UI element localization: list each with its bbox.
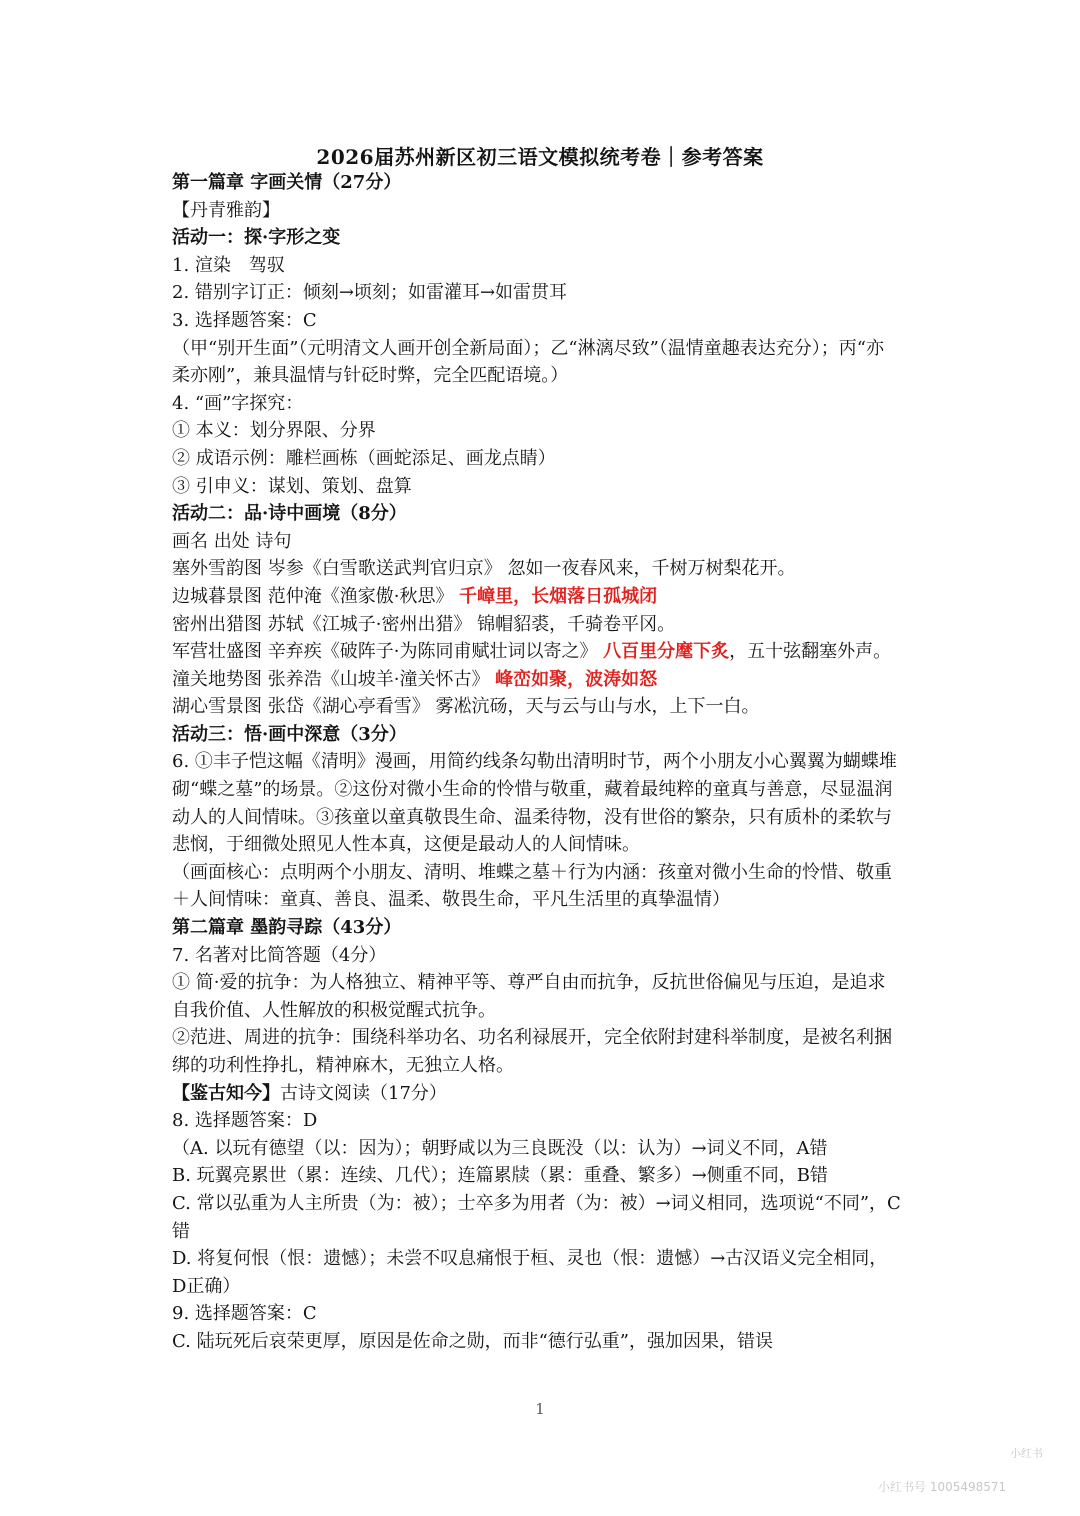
answer-line: 9. 选择题答案：C	[172, 1303, 317, 1325]
answer-line: 动人的人间情味。③孩童以童真敬畏生命、温柔待物，没有世俗的繁杂，只有质朴的柔软与	[172, 806, 892, 828]
answer-line: 6. ①丰子恺这幅《清明》漫画，用简约线条勾勒出清明时节，两个小朋友小心翼翼为蝴蝶堆	[172, 751, 897, 773]
chapter2-heading: 第二篇章 墨韵寻踪（43分）	[172, 917, 402, 939]
page-title: 2026届苏州新区初三语文模拟统考卷｜参考答案	[316, 145, 764, 169]
watermark-logo: 小红书	[1010, 1447, 1043, 1460]
poem-table-header: 画名 出处 诗句	[172, 530, 292, 552]
answer-line: 7. 名著对比简答题（4分）	[172, 944, 387, 966]
answer-line: ① 本义：划分界限、分界	[172, 420, 376, 442]
poem-row: 潼关地势图 张养浩《山坡羊·潼关怀古》 峰峦如聚，波涛如怒	[172, 668, 658, 690]
answer-line: 3. 选择题答案：C	[172, 309, 317, 331]
answer-line: （A. 以玩有德望（以：因为）；朝野咸以为三良既没（以：认为）→词义不同，A错	[172, 1137, 828, 1159]
poem-answer: 八百里分麾下炙	[603, 641, 730, 663]
page-number: 1	[535, 1400, 545, 1418]
answer-line: （画面核心：点明两个小朋友、清明、堆蝶之墓＋行为内涵：孩童对微小生命的怜惜、敬重	[172, 861, 892, 883]
answer-line: 2. 错别字订正：倾刻→顷刻；如雷灌耳→如雷贯耳	[172, 282, 568, 304]
answer-line: 悲悯，于细微处照见人性本真，这便是最动人的人间情味。	[172, 834, 640, 856]
answer-line: 砌“蝶之墓”的场景。②这份对微小生命的怜惜与敬重，藏着最纯粹的童真与善意，尽显温润	[172, 779, 893, 801]
poem-row: 密州出猎图 苏轼《江城子·密州出猎》 锦帽貂裘，千骑卷平冈。	[172, 613, 676, 635]
answer-line: ②范进、周进的抗争：围绕科举功名、功名利禄展开，完全依附封建科举制度，是被名利捆	[172, 1027, 892, 1049]
activity2-heading: 活动二：品·诗中画境（8分）	[172, 503, 407, 525]
activity1-heading: 活动一：探·字形之变	[172, 227, 341, 249]
section-heading: 【丹青雅韵】	[172, 199, 280, 221]
section-heading: 【鉴古知今】古诗文阅读（17分）	[172, 1082, 447, 1104]
poem-row: 湖心雪景图 张岱《湖心亭看雪》 雾凇沆砀，天与云与山与水，上下一白。	[172, 696, 760, 718]
answer-body	[172, 169, 912, 1356]
answer-line: 4. “画”字探究：	[172, 392, 304, 414]
answer-line: D. 将复何恨（恨：遗憾）；未尝不叹息痛恨于桓、灵也（恨：遗憾）→古汉语义完全相同，	[172, 1248, 888, 1270]
answer-line: ② 成语示例：雕栏画栋（画蛇添足、画龙点睛）	[172, 447, 556, 469]
chapter1-heading: 第一篇章 字画关情（27分）	[172, 172, 402, 193]
answer-line: 绑的功利性挣扎，精神麻木，无独立人格。	[172, 1055, 514, 1076]
answer-line: B. 玩翼亮累世（累：连续、几代）；连篇累牍（累：重叠、繁多）→侧重不同，B错	[172, 1165, 828, 1187]
answer-line: 错	[172, 1220, 190, 1242]
answer-line: ③ 引申义：谋划、策划、盘算	[172, 475, 412, 497]
answer-line: C. 陆玩死后哀荣更厚，原因是佐命之勋，而非“德行弘重”，强加因果，错误	[172, 1330, 773, 1352]
poem-row: 塞外雪韵图 岑参《白雪歌送武判官归京》 忽如一夜春风来，千树万树梨花开。	[172, 558, 796, 580]
answer-line: 柔亦刚”，兼具温情与针砭时弊，完全匹配语境。）	[172, 365, 569, 387]
answer-line: 自我价值、人性解放的积极觉醒式抗争。	[172, 999, 496, 1021]
poem-answer: 千嶂里，长烟落日孤城闭	[459, 585, 658, 607]
poem-row: 军营壮盛图 辛弃疾《破阵子·为陈同甫赋壮词以寄之》 八百里分麾下炙，五十弦翻塞外声。	[172, 641, 892, 663]
answer-line: C. 常以弘重为人主所贵（为：被）；士卒多为用者（为：被）→词义相同，选项说“不同”，C	[172, 1192, 901, 1214]
poem-row: 边城暮景图 范仲淹《渔家傲·秋思》 千嶂里，长烟落日孤城闭	[172, 585, 658, 607]
answer-line: 8. 选择题答案：D	[172, 1110, 318, 1132]
answer-line: 1. 渲染 驾驭	[172, 254, 285, 276]
answer-line: ① 简·爱的抗争：为人格独立、精神平等、尊严自由而抗争，反抗世俗偏见与压迫，是追求	[172, 972, 886, 994]
answer-line: D正确）	[172, 1275, 241, 1297]
watermark-text: 小红书号 1005498571	[878, 1480, 1007, 1494]
answer-line: （甲“别开生面”（元明清文人画开创全新局面）；乙“淋漓尽致”（温情童趣表达充分）；丙“亦	[172, 337, 885, 359]
poem-answer: 峰峦如聚，波涛如怒	[495, 668, 658, 690]
answer-line: ＋人间情味：童真、善良、温柔、敬畏生命，平凡生活里的真挚温情）	[172, 889, 730, 911]
activity3-heading: 活动三：悟·画中深意（3分）	[172, 723, 407, 745]
